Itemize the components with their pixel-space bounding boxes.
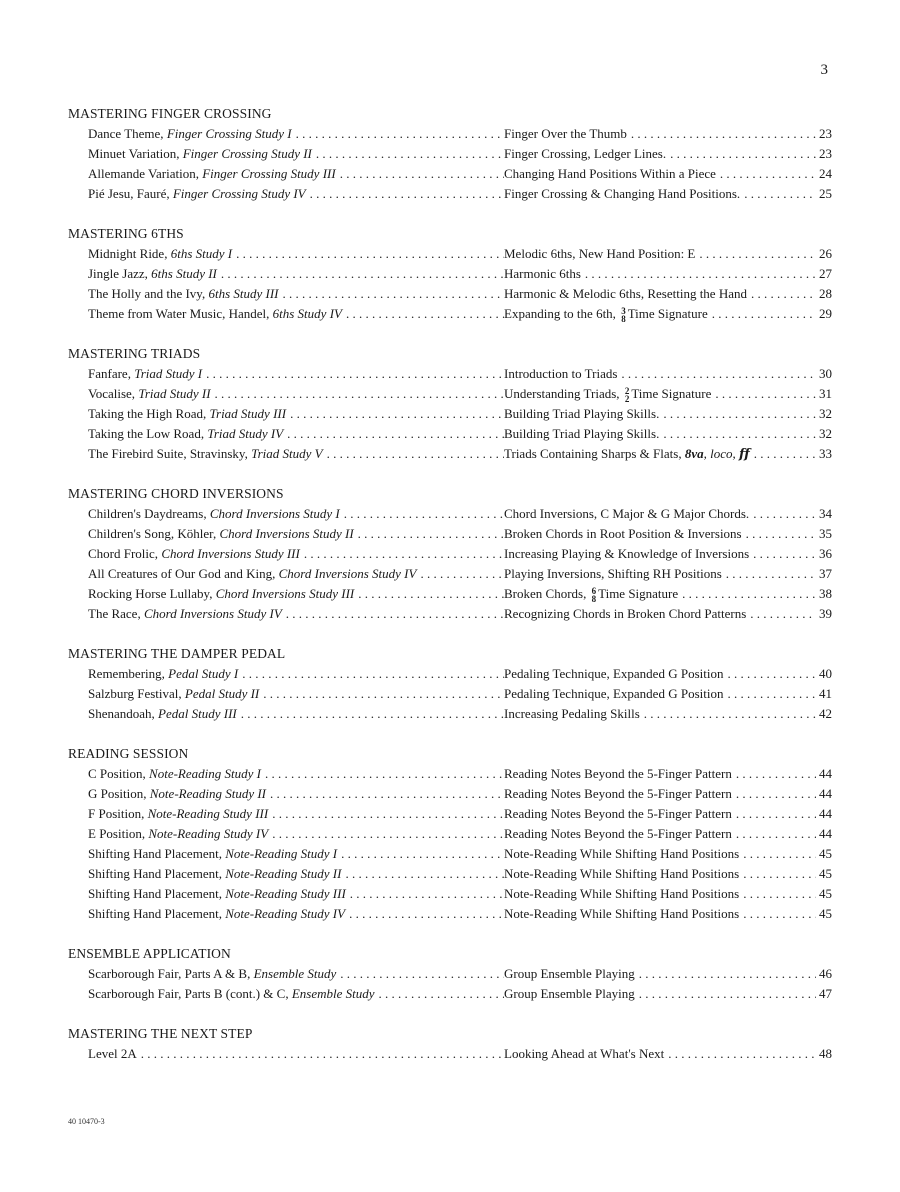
piece-title: Scarborough Fair, Parts A & B,	[88, 966, 251, 981]
toc-entry	[68, 124, 832, 144]
section-title: MASTERING FINGER CROSSING	[68, 106, 272, 121]
concept-description: Pedaling Technique, Expanded G Position	[504, 686, 724, 701]
page-reference: 28	[819, 286, 832, 301]
dot-leader	[346, 884, 504, 904]
toc-entry	[68, 184, 832, 204]
time-signature-bottom: 8	[621, 314, 626, 324]
time-signature-icon	[625, 387, 630, 403]
dot-leader	[323, 444, 504, 464]
study-name: Note-Reading Study II	[225, 866, 342, 881]
toc-entry	[68, 304, 832, 324]
piece-title: Children's Song, Köhler,	[88, 526, 217, 541]
dot-leader	[732, 824, 816, 844]
piece-title: Pié Jesu, Fauré,	[88, 186, 170, 201]
toc-entry	[68, 764, 832, 784]
concept-description: Playing Inversions, Shifting RH Positions	[504, 566, 722, 581]
study-name: Pedal Study I	[168, 666, 239, 681]
concept-description: Understanding Triads,	[504, 386, 620, 401]
dot-leader	[292, 124, 504, 144]
dot-leader	[732, 784, 816, 804]
concept-description: Note-Reading While Shifting Hand Positions	[504, 886, 740, 901]
page-reference: 48	[819, 1046, 832, 1061]
dot-leader	[659, 424, 816, 444]
table-of-contents	[68, 104, 832, 1084]
study-name: Finger Crossing Study II	[182, 146, 312, 161]
time-signature-bottom: 2	[624, 394, 630, 404]
concept-description: Pedaling Technique, Expanded G Position	[504, 666, 724, 681]
dot-leader	[300, 544, 504, 564]
page-reference: 29	[819, 306, 832, 321]
concept-description: Melodic 6ths, New Hand Position: E	[504, 246, 696, 261]
dot-leader	[268, 804, 504, 824]
piece-title: All Creatures of Our God and King,	[88, 566, 276, 581]
loco-marking: , loco,	[703, 446, 736, 461]
study-name: Chord Inversions Study IV	[143, 606, 282, 621]
dot-leader	[747, 284, 816, 304]
dot-leader	[750, 444, 816, 464]
page-reference: 47	[819, 986, 832, 1001]
toc-entry	[68, 704, 832, 724]
page-reference: 23	[819, 146, 832, 161]
piece-title: Minuet Variation,	[88, 146, 180, 161]
page-reference: 32	[819, 406, 832, 421]
study-name: Finger Crossing Study III	[202, 166, 336, 181]
dot-leader	[375, 984, 504, 1004]
dot-leader	[739, 864, 816, 884]
toc-entry	[68, 604, 832, 624]
dot-leader	[732, 804, 816, 824]
toc-entry	[68, 524, 832, 544]
toc-entry	[68, 424, 832, 444]
dot-leader	[340, 504, 504, 524]
dot-leader	[666, 144, 816, 164]
dot-leader	[283, 424, 504, 444]
study-name: Triad Study III	[209, 406, 287, 421]
concept-description: Finger Crossing & Changing Hand Positions.	[504, 186, 741, 201]
concept-description: Broken Chords in Root Position & Inversions	[504, 526, 742, 541]
concept-description: Reading Notes Beyond the 5-Finger Pattern	[504, 766, 732, 781]
page-reference: 23	[819, 126, 832, 141]
toc-entry	[68, 984, 832, 1004]
toc-entry	[68, 404, 832, 424]
toc-entry	[68, 804, 832, 824]
piece-title: The Race,	[88, 606, 141, 621]
concept-description: Increasing Playing & Knowledge of Inversions	[504, 546, 750, 561]
dot-leader	[746, 604, 816, 624]
piece-title: C Position,	[88, 766, 146, 781]
study-name: 6ths Study I	[170, 246, 233, 261]
time-signature-bottom: 8	[591, 594, 597, 604]
toc-entry	[68, 444, 832, 464]
piece-title: Allemande Variation,	[88, 166, 199, 181]
piece-title: Vocalise,	[88, 386, 136, 401]
toc-entry	[68, 824, 832, 844]
dot-leader	[627, 124, 816, 144]
dot-leader	[238, 664, 504, 684]
dot-leader	[749, 544, 816, 564]
concept-description: Reading Notes Beyond the 5-Finger Pattern	[504, 786, 732, 801]
page-reference: 35	[819, 526, 832, 541]
dot-leader	[217, 264, 504, 284]
page-reference: 42	[819, 706, 832, 721]
toc-entry	[68, 784, 832, 804]
piece-title: Chord Frolic,	[88, 546, 159, 561]
section-title: MASTERING TRIADS	[68, 346, 201, 361]
piece-title: The Holly and the Ivy,	[88, 286, 206, 301]
concept-description: Increasing Pedaling Skills	[504, 706, 640, 721]
toc-entry	[68, 504, 832, 524]
concept-description-suffix: Time Signature	[631, 386, 712, 401]
dot-leader	[211, 384, 504, 404]
study-name: Pedal Study II	[184, 686, 260, 701]
study-name: Triad Study I	[134, 366, 203, 381]
toc-section	[68, 484, 832, 624]
page-reference: 24	[819, 166, 832, 181]
piece-title: Level 2A	[88, 1046, 137, 1061]
dot-leader	[749, 504, 816, 524]
piece-title: Fanfare,	[88, 366, 131, 381]
dot-leader	[722, 564, 816, 584]
time-signature-icon	[592, 587, 597, 603]
toc-entry	[68, 884, 832, 904]
dot-leader	[739, 904, 816, 924]
dot-leader	[232, 244, 504, 264]
dot-leader	[635, 984, 816, 1004]
dot-leader	[342, 304, 504, 324]
concept-description: Note-Reading While Shifting Hand Positions	[504, 846, 740, 861]
dot-leader	[635, 964, 816, 984]
study-name: Note-Reading Study IV	[148, 826, 269, 841]
concept-description-suffix: Time Signature	[598, 586, 679, 601]
time-signature-top: 6	[591, 586, 597, 597]
dot-leader	[742, 524, 816, 544]
toc-section	[68, 944, 832, 1004]
section-title: MASTERING THE NEXT STEP	[68, 1026, 253, 1041]
dot-leader	[617, 364, 816, 384]
piece-title: Shifting Hand Placement,	[88, 866, 222, 881]
toc-entry	[68, 904, 832, 924]
fortissimo-marking: ff	[739, 447, 750, 462]
dot-leader	[659, 404, 816, 424]
toc-entry	[68, 664, 832, 684]
concept-description: Changing Hand Positions Within a Piece	[504, 166, 716, 181]
study-name: 6ths Study II	[151, 266, 217, 281]
dot-leader	[312, 144, 504, 164]
page-reference: 44	[819, 826, 832, 841]
study-name: Note-Reading Study I	[225, 846, 338, 861]
study-name: Chord Inversions Study IV	[278, 566, 417, 581]
concept-description: Harmonic 6ths	[504, 266, 581, 281]
dot-leader	[268, 824, 504, 844]
dot-leader	[664, 1044, 816, 1064]
section-title: ENSEMBLE APPLICATION	[68, 946, 231, 961]
concept-description: Finger Over the Thumb	[504, 126, 627, 141]
toc-entry	[68, 384, 832, 404]
toc-entry	[68, 364, 832, 384]
toc-entry	[68, 544, 832, 564]
page-reference: 45	[819, 886, 832, 901]
concept-description: Reading Notes Beyond the 5-Finger Pattern	[504, 826, 732, 841]
page-reference: 30	[819, 366, 832, 381]
concept-description-suffix: Time Signature	[627, 306, 708, 321]
page-reference: 41	[819, 686, 832, 701]
dot-leader	[202, 364, 504, 384]
piece-title: G Position,	[88, 786, 147, 801]
page-reference: 45	[819, 906, 832, 921]
section-title: MASTERING THE DAMPER PEDAL	[68, 646, 286, 661]
study-name: Note-Reading Study III	[225, 886, 346, 901]
section-title: MASTERING CHORD INVERSIONS	[68, 486, 284, 501]
page-reference: 45	[819, 866, 832, 881]
study-name: Triad Study IV	[207, 426, 284, 441]
dot-leader	[416, 564, 504, 584]
study-name: Triad Study V	[251, 446, 323, 461]
section-title: MASTERING 6THS	[68, 226, 184, 241]
toc-entry	[68, 244, 832, 264]
study-name: Finger Crossing Study I	[166, 126, 292, 141]
piece-title: Theme from Water Music, Handel,	[88, 306, 270, 321]
toc-section	[68, 104, 832, 204]
page-number: 3	[820, 62, 828, 78]
piece-title: Jingle Jazz,	[88, 266, 148, 281]
study-name: Ensemble Study	[291, 986, 375, 1001]
study-name: 6ths Study III	[208, 286, 279, 301]
dot-leader	[723, 664, 816, 684]
toc-section	[68, 224, 832, 324]
dot-leader	[341, 864, 504, 884]
page-reference: 34	[819, 506, 832, 521]
dot-leader	[711, 384, 816, 404]
concept-description: Building Triad Playing Skills.	[504, 406, 660, 421]
concept-description: Harmonic & Melodic 6ths, Resetting the Hand	[504, 286, 747, 301]
dot-leader	[732, 764, 816, 784]
piece-title: Midnight Ride,	[88, 246, 168, 261]
concept-description: Broken Chords,	[504, 586, 587, 601]
dot-leader	[261, 764, 504, 784]
study-name: Chord Inversions Study II	[219, 526, 354, 541]
toc-entry	[68, 564, 832, 584]
section-title: READING SESSION	[68, 746, 189, 761]
toc-entry	[68, 164, 832, 184]
octave-marking: 8va	[684, 446, 704, 461]
piece-title: Shenandoah,	[88, 706, 155, 721]
study-name: Chord Inversions Study I	[209, 506, 340, 521]
dot-leader	[345, 904, 504, 924]
dot-leader	[678, 584, 816, 604]
page-reference: 32	[819, 426, 832, 441]
dot-leader	[306, 184, 504, 204]
toc-entry	[68, 284, 832, 304]
toc-section	[68, 1024, 832, 1064]
page-reference: 44	[819, 766, 832, 781]
piece-title: Shifting Hand Placement,	[88, 906, 222, 921]
page-reference: 38	[819, 586, 832, 601]
toc-entry	[68, 584, 832, 604]
dot-leader	[354, 584, 504, 604]
dot-leader	[354, 524, 504, 544]
piece-title: Taking the Low Road,	[88, 426, 205, 441]
dot-leader	[723, 684, 816, 704]
toc-entry	[68, 264, 832, 284]
concept-description: Note-Reading While Shifting Hand Positions	[504, 866, 740, 881]
concept-description: Group Ensemble Playing	[504, 986, 635, 1001]
piece-title: Salzburg Festival,	[88, 686, 182, 701]
page-reference: 31	[819, 386, 832, 401]
dot-leader	[259, 684, 504, 704]
dot-leader	[739, 884, 816, 904]
study-name: Note-Reading Study IV	[225, 906, 346, 921]
study-name: Note-Reading Study II	[149, 786, 267, 801]
piece-title: E Position,	[88, 826, 146, 841]
page-reference: 27	[819, 266, 832, 281]
study-name: Note-Reading Study III	[147, 806, 269, 821]
study-name: Finger Crossing Study IV	[172, 186, 306, 201]
piece-title: Dance Theme,	[88, 126, 164, 141]
toc-entry	[68, 844, 832, 864]
page-reference: 44	[819, 806, 832, 821]
toc-section	[68, 744, 832, 924]
concept-description: Reading Notes Beyond the 5-Finger Pattern	[504, 806, 732, 821]
dot-leader	[266, 784, 504, 804]
piece-title: Remembering,	[88, 666, 165, 681]
piece-title: Children's Daydreams,	[88, 506, 207, 521]
dot-leader	[137, 1044, 504, 1064]
dot-leader	[740, 184, 816, 204]
page-reference: 40	[819, 666, 832, 681]
page-reference: 26	[819, 246, 832, 261]
page-reference: 25	[819, 186, 832, 201]
study-name: Triad Study II	[138, 386, 211, 401]
dot-leader	[739, 844, 816, 864]
toc-entry	[68, 964, 832, 984]
page-reference: 45	[819, 846, 832, 861]
dot-leader	[279, 284, 504, 304]
study-name: Pedal Study III	[158, 706, 237, 721]
page-reference: 46	[819, 966, 832, 981]
piece-title: Shifting Hand Placement,	[88, 846, 222, 861]
study-name: Chord Inversions Study III	[161, 546, 300, 561]
dot-leader	[336, 164, 504, 184]
piece-title: The Firebird Suite, Stravinsky,	[88, 446, 248, 461]
toc-entry	[68, 1044, 832, 1064]
piece-title: Taking the High Road,	[88, 406, 207, 421]
piece-title: F Position,	[88, 806, 145, 821]
piece-title: Shifting Hand Placement,	[88, 886, 222, 901]
dot-leader	[337, 844, 504, 864]
study-name: Ensemble Study	[253, 966, 337, 981]
dot-leader	[695, 244, 816, 264]
concept-description: Finger Crossing, Ledger Lines.	[504, 146, 667, 161]
study-name: Chord Inversions Study III	[215, 586, 355, 601]
time-signature-icon	[621, 307, 626, 323]
piece-title: Rocking Horse Lullaby,	[88, 586, 213, 601]
dot-leader	[282, 604, 504, 624]
page-reference: 33	[819, 446, 832, 461]
concept-description: Triads Containing Sharps & Flats,	[504, 446, 682, 461]
piece-title: Scarborough Fair, Parts B (cont.) & C,	[88, 986, 289, 1001]
concept-description: Looking Ahead at What's Next	[504, 1046, 665, 1061]
toc-entry	[68, 144, 832, 164]
study-name: 6ths Study IV	[272, 306, 342, 321]
page-reference: 44	[819, 786, 832, 801]
page-reference: 36	[819, 546, 832, 561]
page-reference: 37	[819, 566, 832, 581]
toc-entry	[68, 684, 832, 704]
concept-description: Note-Reading While Shifting Hand Positions	[504, 906, 740, 921]
dot-leader	[237, 704, 504, 724]
dot-leader	[581, 264, 816, 284]
concept-description: Group Ensemble Playing	[504, 966, 635, 981]
page-reference: 39	[819, 606, 832, 621]
dot-leader	[640, 704, 816, 724]
concept-description: Introduction to Triads	[504, 366, 618, 381]
time-signature-top: 3	[621, 306, 626, 317]
concept-description: Chord Inversions, C Major & G Major Chords.	[504, 506, 750, 521]
concept-description: Expanding to the 6th,	[504, 306, 616, 321]
toc-section	[68, 344, 832, 464]
concept-description: Building Triad Playing Skills.	[504, 426, 660, 441]
toc-entry	[68, 864, 832, 884]
concept-description: Recognizing Chords in Broken Chord Patterns	[504, 606, 747, 621]
time-signature-top: 2	[624, 386, 630, 397]
footer-code: 40 10470-3	[68, 1117, 105, 1126]
dot-leader	[286, 404, 504, 424]
toc-section	[68, 644, 832, 724]
study-name: Note-Reading Study I	[149, 766, 261, 781]
dot-leader	[716, 164, 816, 184]
dot-leader	[708, 304, 816, 324]
dot-leader	[336, 964, 504, 984]
